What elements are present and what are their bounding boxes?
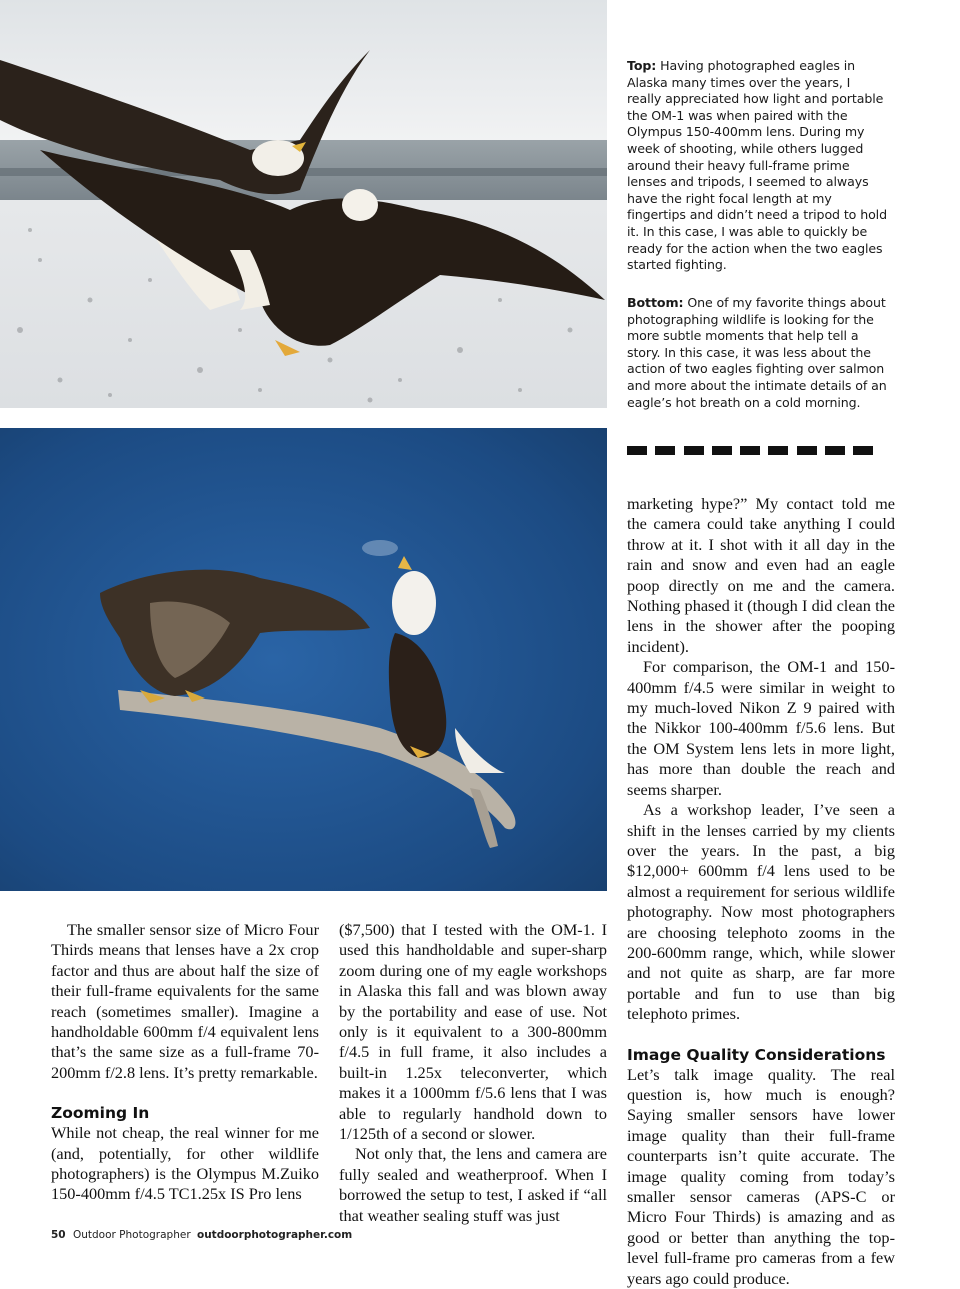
article-column-3 bbox=[627, 494, 895, 1289]
caption-bottom bbox=[627, 295, 887, 411]
divider-dash bbox=[684, 446, 704, 455]
paragraph: For comparison, the OM-1 and 150-400mm f/4.5 were similar in weight to my much-loved Nikon Z 9 paired with the Nikkor 100-400mm f/5.6 lens. But the OM System lens lets in more light, has more than double the reach and seems sharper. bbox=[627, 657, 895, 799]
paragraph: marketing hype?” My contact told me the camera could take anything I could throw at it. I shot with it all day in the rain and snow and even had an eagle poop directly on me and the camera. Nothing phased it (though I did clean the lens in the shower after the pooping incident). bbox=[627, 494, 895, 656]
magazine-name: Outdoor Photographer bbox=[72, 1229, 191, 1241]
photo-eagles-fighting bbox=[0, 0, 607, 408]
divider-dash bbox=[797, 446, 817, 455]
paragraph: ($7,500) that I tested with the OM-1. I used this handholdable and super-sharp zoom during one of my eagle workshops in Alaska this fall and was blown away by the portability and ease of use. Not only is it equivalent to a 300-800mm f/4.5 in full frame, it also includes a built-in 1.25x teleconverter, which makes it a 1000mm f/5.6 lens that I was able to regularly handhold down to 1/125th of a second or slower. bbox=[339, 920, 607, 1144]
heading-zooming-in: Zooming In bbox=[51, 1104, 150, 1123]
divider-dash bbox=[740, 446, 760, 455]
divider-dash bbox=[627, 446, 647, 455]
article-column-1 bbox=[51, 920, 319, 1205]
caption-bottom-text: One of my favorite things about photographing wildlife is looking for the more subtle moments that help tell a story. In this case, it was less about the action of two eagles fighting over salmon and more about the intimate details of an eagle’s hot breath on a cold morning. bbox=[627, 295, 887, 410]
website-url: outdoorphotographer.com bbox=[196, 1229, 353, 1241]
paragraph: While not cheap, the real winner for me (and, potentially, for other wildlife photographers) is the Olympus M.Zuiko 150-400mm f/4.5 TC1.25x IS Pro lens bbox=[51, 1123, 319, 1204]
divider-dash bbox=[655, 446, 675, 455]
photo-eagles-on-branch bbox=[0, 428, 607, 891]
caption-top bbox=[627, 58, 887, 274]
paragraph: Not only that, the lens and camera are fully sealed and weatherproof. When I borrowed the setup to test, I asked if “all that weather sealing stuff was just bbox=[339, 1144, 607, 1225]
caption-bottom-label: Bottom: bbox=[627, 295, 684, 310]
divider-dash bbox=[825, 446, 845, 455]
paragraph: Let’s talk image quality. The real question is, how much is enough? Saying smaller sensors have lower image quality than their full-frame counterparts isn’t quite accurate. The image quality coming from today’s smaller sensor cameras (APS-C or Micro Four Thirds) is amazing and as good or better than anything the top-level full-frame pro cameras from a few years ago could produce. bbox=[627, 1064, 895, 1288]
paragraph: The smaller sensor size of Micro Four Thirds means that lenses have a 2x crop factor and thus are about half the size of their full-frame equivalents for the same reach (sometimes smaller). Imagine a handholdable 600mm f/4 equivalent lens that’s the same size as a full-frame 70-200mm f/2.8 lens. It’s pretty remarkable. bbox=[51, 920, 319, 1082]
heading-image-quality: Image Quality Considerations bbox=[627, 1045, 886, 1064]
paragraph: As a workshop leader, I’ve seen a shift in the lenses carried by my clients over the years. In the past, a big $12,000+ 600mm f/4 lens used to be almost a requirement for serious wildlife photography. Now most photographers are choosing telephoto zooms in the 200-600mm range, which, while slower and not quite as sharp, are far more portable and fun to use than big telephoto primes. bbox=[627, 800, 895, 1024]
caption-top-text: Having photographed eagles in Alaska many times over the years, I really appreciated how light and portable the OM-1 was when paired with the Olympus 150-400mm lens. During my week of shooting, while others lugged around their heavy full-frame prime lenses and tripods, I seemed to always have the right focal length at my fingertips and didn’t need a tripod to hold it. In this case, I was able to quickly be ready for the action when the two eagles started fighting. bbox=[627, 58, 887, 273]
article-column-2 bbox=[339, 920, 607, 1226]
divider-dash bbox=[853, 446, 873, 455]
page-footer bbox=[51, 1229, 352, 1241]
divider-dash bbox=[768, 446, 788, 455]
page-number: 50 bbox=[51, 1229, 66, 1241]
divider-dash bbox=[712, 446, 732, 455]
caption-top-label: Top: bbox=[627, 58, 657, 73]
dashed-divider bbox=[627, 446, 873, 456]
